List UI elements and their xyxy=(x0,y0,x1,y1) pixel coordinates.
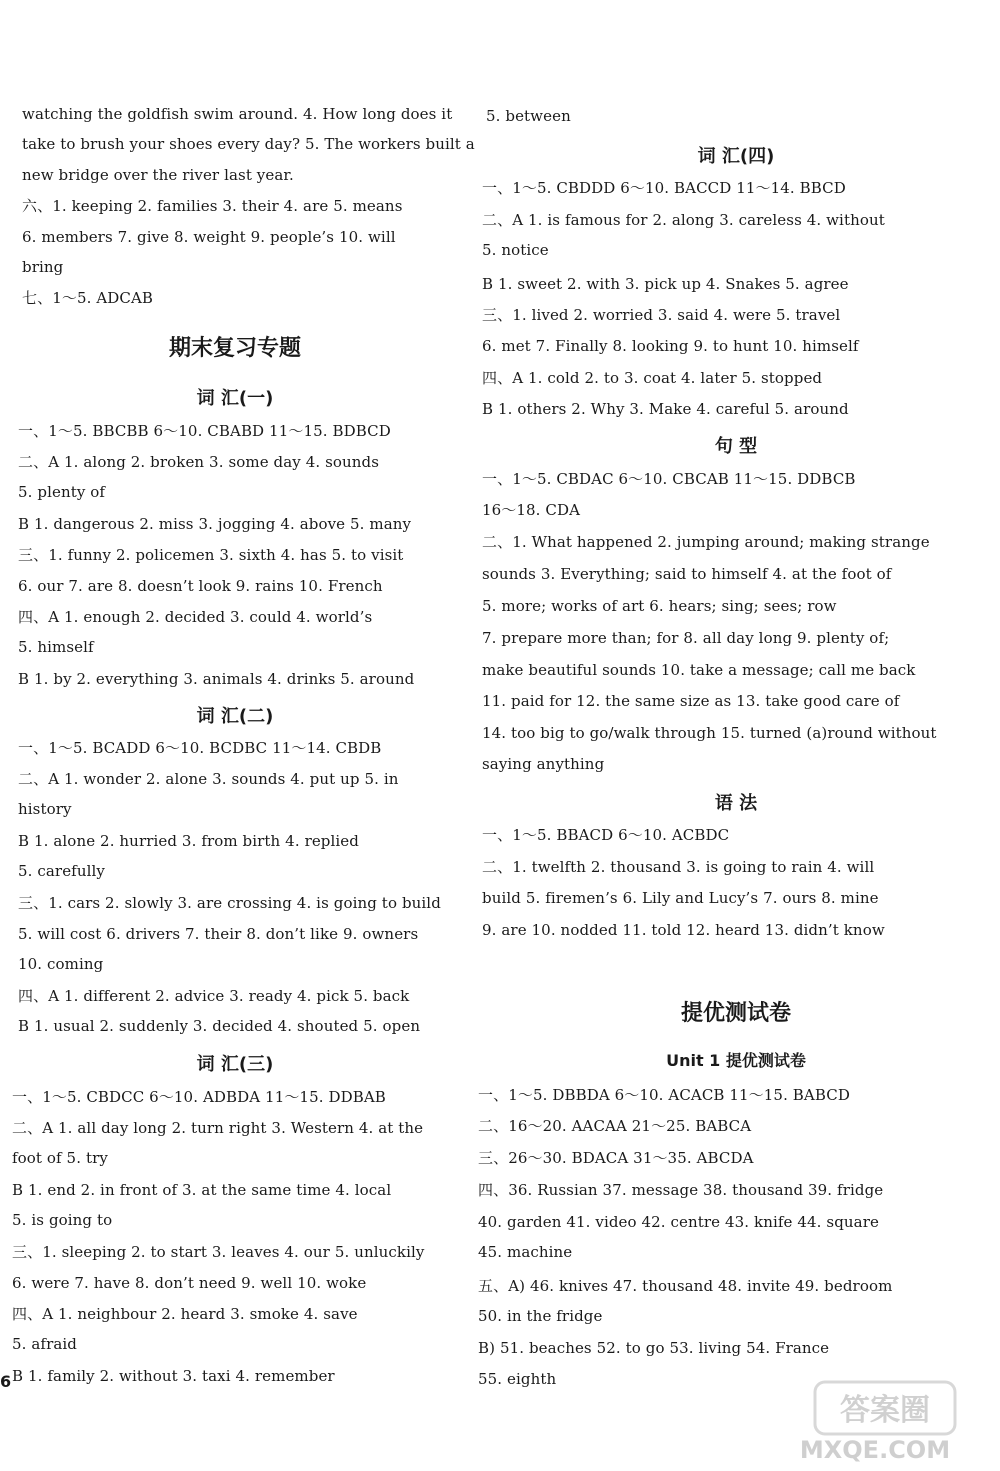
text-line: 二、16～20. AACAA 21～25. BABCA xyxy=(478,1117,752,1135)
text-line: 一、1～5. CBDAC 6～10. CBCAB 11～15. DDBCB xyxy=(482,470,856,488)
text-line: 5. plenty of xyxy=(18,483,106,501)
text-line: B 1. dangerous 2. miss 3. jogging 4. above 5. many xyxy=(18,515,412,533)
text-line: 三、26～30. BDACA 31～35. ABCDA xyxy=(478,1149,754,1167)
subsection-title-grammar: 语 法 xyxy=(714,793,758,814)
text-line: history xyxy=(18,800,72,818)
text-line: 6. were 7. have 8. don’t need 9. well 10. woke xyxy=(12,1274,367,1292)
text-line: B 1. end 2. in front of 3. at the same time 4. local xyxy=(12,1181,392,1199)
section-heading-final-review: 期末复习专题 xyxy=(168,336,301,361)
text-line: watching the goldfish swim around. 4. How long does it xyxy=(22,105,453,123)
text-line: 50. in the fridge xyxy=(478,1307,603,1325)
text-line: 五、A) 46. knives 47. thousand 48. invite 49. bedroom xyxy=(478,1277,893,1295)
text-line: 二、A 1. is famous for 2. along 3. careless 4. without xyxy=(482,211,885,229)
text-line: B 1. alone 2. hurried 3. from birth 4. replied xyxy=(18,832,359,850)
text-line: 一、1～5. BCADD 6～10. BCDBC 11～14. CBDB xyxy=(18,739,382,757)
page-number: 6 xyxy=(0,1372,12,1391)
text-line: 三、1. sleeping 2. to start 3. leaves 4. our 5. unluckily xyxy=(12,1243,425,1261)
text-line: 5. notice xyxy=(482,241,549,259)
svg-text:答案圈: 答案圈 xyxy=(840,1393,930,1428)
text-line: B 1. others 2. Why 3. Make 4. careful 5. around xyxy=(482,400,849,418)
subsection-title-vocab-2: 词 汇(二) xyxy=(196,706,274,727)
text-line: B) 51. beaches 52. to go 53. living 54. France xyxy=(478,1339,830,1357)
watermark-logo xyxy=(765,1378,980,1463)
text-line: take to brush your shoes every day? 5. The workers built a xyxy=(22,135,475,153)
text-line: 45. machine xyxy=(478,1243,573,1261)
subsection-title-vocab-3: 词 汇(三) xyxy=(196,1054,274,1075)
subsection-title-vocab-1: 词 汇(一) xyxy=(196,388,274,409)
text-line: 14. too big to go/walk through 15. turned (a)round without xyxy=(482,724,937,742)
text-line: 一、1～5. BBACD 6～10. ACBDC xyxy=(482,826,730,844)
text-line: 七、1～5. ADCAB xyxy=(22,289,154,307)
watermark-icon xyxy=(765,1378,980,1463)
text-line: B 1. family 2. without 3. taxi 4. remember xyxy=(12,1367,335,1385)
text-line: make beautiful sounds 10. take a message; call me back xyxy=(482,661,916,679)
text-line: 6. met 7. Finally 8. looking 9. to hunt 10. himself xyxy=(482,337,859,355)
text-line: new bridge over the river last year. xyxy=(22,166,294,184)
text-line: 六、1. keeping 2. families 3. their 4. are 5. means xyxy=(22,197,403,215)
text-line: 6. our 7. are 8. doesn’t look 9. rains 10. French xyxy=(18,577,383,595)
text-line: 三、1. funny 2. policemen 3. sixth 4. has 5. to visit xyxy=(18,546,404,564)
text-line: 一、1～5. CBDCC 6～10. ADBDA 11～15. DDBAB xyxy=(12,1088,386,1106)
text-line: 16～18. CDA xyxy=(482,501,581,519)
text-line: B 1. usual 2. suddenly 3. decided 4. shouted 5. open xyxy=(18,1017,421,1035)
text-line: sounds 3. Everything; said to himself 4. at the foot of xyxy=(482,565,892,583)
text-line: 四、A 1. different 2. advice 3. ready 4. pick 5. back xyxy=(18,987,410,1005)
text-line: 5. afraid xyxy=(12,1335,77,1353)
subsection-title-vocab-4: 词 汇(四) xyxy=(697,146,775,167)
text-line: saying anything xyxy=(482,755,605,773)
section-heading-improvement-test: 提优测试卷 xyxy=(680,1001,791,1026)
text-line: build 5. firemen’s 6. Lily and Lucy’s 7. ours 8. mine xyxy=(482,889,879,907)
text-line: 10. coming xyxy=(18,955,104,973)
text-line: foot of 5. try xyxy=(12,1149,108,1167)
subsection-title-sentence-patterns: 句 型 xyxy=(714,436,758,457)
text-line: 一、1～5. DBBDA 6～10. ACACB 11～15. BABCD xyxy=(478,1086,850,1104)
text-line: 5. between xyxy=(486,107,571,125)
text-line: 一、1～5. BBCBB 6～10. CBABD 11～15. BDBCD xyxy=(18,422,391,440)
text-line: 三、1. lived 2. worried 3. said 4. were 5. travel xyxy=(482,306,841,324)
text-line: 5. more; works of art 6. hears; sing; sees; row xyxy=(482,597,837,615)
text-line: bring xyxy=(22,258,64,276)
text-line: 二、1. twelfth 2. thousand 3. is going to rain 4. will xyxy=(482,858,875,876)
text-line: 四、A 1. neighbour 2. heard 3. smoke 4. save xyxy=(12,1305,358,1323)
subsection-title-unit-1-test: Unit 1 提优测试卷 xyxy=(666,1051,806,1070)
text-line: 5. himself xyxy=(18,638,94,656)
text-line: 5. is going to xyxy=(12,1211,113,1229)
text-line: 6. members 7. give 8. weight 9. people’s 10. will xyxy=(22,228,396,246)
text-line: B 1. sweet 2. with 3. pick up 4. Snakes 5. agree xyxy=(482,275,849,293)
svg-text:MXQE.COM: MXQE.COM xyxy=(799,1436,951,1463)
text-line: 7. prepare more than; for 8. all day long 9. plenty of; xyxy=(482,629,890,647)
text-line: 二、A 1. along 2. broken 3. some day 4. sounds xyxy=(18,453,380,471)
text-line: 二、A 1. all day long 2. turn right 3. Western 4. at the xyxy=(12,1119,424,1137)
text-line: 55. eighth xyxy=(478,1370,557,1388)
text-line: 11. paid for 12. the same size as 13. take good care of xyxy=(482,692,900,710)
text-line: 四、36. Russian 37. message 38. thousand 39. fridge xyxy=(478,1181,884,1199)
text-line: B 1. by 2. everything 3. animals 4. drinks 5. around xyxy=(18,670,415,688)
text-line: 9. are 10. nodded 11. told 12. heard 13. didn’t know xyxy=(482,921,885,939)
text-line: 二、1. What happened 2. jumping around; making strange xyxy=(482,533,930,551)
text-line: 三、1. cars 2. slowly 3. are crossing 4. is going to build xyxy=(18,894,441,912)
text-line: 5. carefully xyxy=(18,862,105,880)
text-line: 40. garden 41. video 42. centre 43. knife 44. square xyxy=(478,1213,879,1231)
text-line: 四、A 1. enough 2. decided 3. could 4. world’s xyxy=(18,608,373,626)
text-line: 一、1～5. CBDDD 6～10. BACCD 11～14. BBCD xyxy=(482,179,846,197)
text-line: 二、A 1. wonder 2. alone 3. sounds 4. put up 5. in xyxy=(18,770,399,788)
text-line: 四、A 1. cold 2. to 3. coat 4. later 5. stopped xyxy=(482,369,823,387)
text-line: 5. will cost 6. drivers 7. their 8. don’t like 9. owners xyxy=(18,925,419,943)
